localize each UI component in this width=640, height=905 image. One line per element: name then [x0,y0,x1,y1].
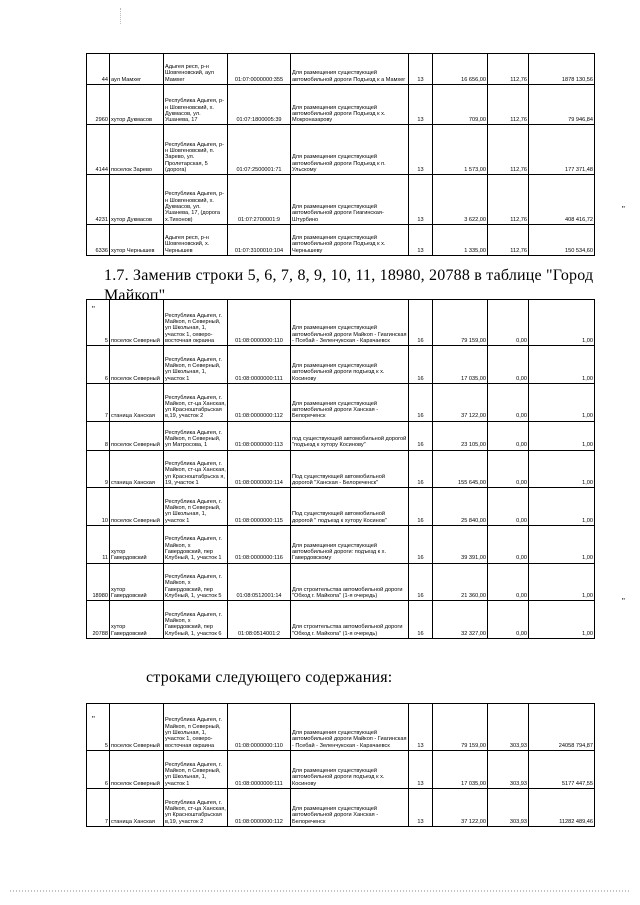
cell-settlement: аул Мамхег [110,54,164,85]
cell-rate: 0,00 [488,450,529,488]
cell-rate: 112,76 [488,125,529,175]
cell-settlement: поселок Северный [110,300,164,346]
table-row [87,85,595,125]
cell-area: 25 840,00 [433,488,488,526]
cell-value: 5177 447,55 [529,750,595,788]
table-row [87,750,595,788]
cell-settlement: хутор Гавердовский [110,601,164,639]
cell-value: 1,00 [529,450,595,488]
table-row [87,125,595,175]
cell-value: 11282 489,46 [529,788,595,826]
cell-cadastral-number: 01:08:0000000:114 [228,450,291,488]
cell-cadastral-number: 01:07:2500001:71 [228,125,291,175]
table-row [87,563,595,601]
table-row [87,384,595,422]
cell-area: 32 327,00 [433,601,488,639]
cell-value: 1,00 [529,525,595,563]
cell-value: 1,00 [529,421,595,450]
table-row [87,421,595,450]
replacement-heading: строками следующего содержания: [146,669,393,686]
cell-purpose: Для размещения существующей автомобильной дороги Подъезд к х. Чернышеву [291,224,409,255]
cell-rate: 0,00 [488,384,529,422]
cell-code: 13 [409,750,433,788]
cell-cadastral-number: 01:08:0000000:111 [228,750,291,788]
cell-index: 7 [87,384,110,422]
cell-cadastral-number: 01:08:0000000:111 [228,346,291,384]
cell-settlement: хутор Гавердовский [110,525,164,563]
cell-value: 1878 130,56 [529,54,595,85]
cell-area: 37 122,00 [433,384,488,422]
cell-value: 79 946,84 [529,85,595,125]
cell-value: 408 416,72 [529,175,595,225]
cell-area: 17 035,00 [433,750,488,788]
cell-cadastral-number: 01:07:1800005:39 [228,85,291,125]
cell-rate: 112,76 [488,54,529,85]
cell-settlement: поселок Северный [110,346,164,384]
cell-code: 16 [409,563,433,601]
cell-address: Республика Адыгея, р-н Шовгеновский, х. Дукмасов, ул. Ушанева, 17, (дорога х.Тихонов) [164,175,228,225]
cell-index: 18980 [87,563,110,601]
cell-settlement: станица Ханская [110,788,164,826]
cell-index: 6 [87,346,110,384]
cell-purpose: Для размещения существующей автомобильной дороги Майкоп - Гиагинская - Псебай - Зеленчукская - Карачаевск [291,300,409,346]
cell-rate: 0,00 [488,601,529,639]
table-row [87,346,595,384]
cell-cadastral-number: 01:08:0000000:112 [228,788,291,826]
cell-value: 24058 794,87 [529,704,595,751]
cell-rate: 0,00 [488,525,529,563]
cell-rate: 303,93 [488,704,529,751]
cell-purpose: Для строительства автомобильной дороги "Обход г. Майкопа" (1-я очередь) [291,601,409,639]
cell-cadastral-number: 01:07:0000000:355 [228,54,291,85]
cell-index: 6 [87,750,110,788]
cell-code: 16 [409,601,433,639]
quote-mark: " [622,205,625,214]
cell-address: Республика Адыгея, г. Майкоп, п Северный, ул Школьная, 1, участок 1 [164,346,228,384]
cell-code: 13 [409,85,433,125]
cell-address: Республика Адыгея, г. Майкоп, х Гавердовский, пер Клубный, 1, участок 5 [164,563,228,601]
cell-rate: 0,00 [488,488,529,526]
cell-area: 709,00 [433,85,488,125]
cell-value: 1,00 [529,384,595,422]
cell-rate: 112,76 [488,85,529,125]
cell-purpose: Для размещения существующей автомобильной дороги Гиагинская-Штурбино [291,175,409,225]
cell-address: Республика Адыгея, г. Майкоп, п Северный, ул Школьная, 1, участок 1, северо-восточная окраина [164,300,228,346]
cell-area: 17 035,00 [433,346,488,384]
table-row [87,175,595,225]
cell-code: 16 [409,488,433,526]
cell-area: 21 360,00 [433,563,488,601]
cell-rate: 0,00 [488,563,529,601]
cell-purpose: Для размещения существующей автомобильной дороги подъезд к х. Косинову [291,750,409,788]
cell-purpose: Для размещения существующей автомобильной дороги Ханская - Белореченск [291,788,409,826]
cell-settlement: поселок Зарево [110,125,164,175]
cell-cadastral-number: 01:08:0000000:110 [228,300,291,346]
cell-settlement: поселок Северный [110,488,164,526]
cell-index: 7 [87,788,110,826]
cell-settlement: поселок Северный [110,421,164,450]
cell-value: 1,00 [529,300,595,346]
old-rows-table [86,299,595,639]
table-row [87,601,595,639]
cell-area: 1 335,00 [433,224,488,255]
cell-area: 3 622,00 [433,175,488,225]
cell-settlement: хутор Чернышев [110,224,164,255]
cell-address: Адыгея респ, р-н Шовгеновский, х. Чернышев [164,224,228,255]
cell-value: 1,00 [529,563,595,601]
cell-purpose: Для размещения существующей автомобильной дороги подъезд к х. Косинову [291,346,409,384]
cell-cadastral-number: 01:08:0000000:113 [228,421,291,450]
cell-area: 79 159,00 [433,300,488,346]
table-row [87,450,595,488]
cell-address: Республика Адыгея, г. Майкоп, п Северный, ул Школьная, 1, участок 1 [164,750,228,788]
cell-cadastral-number: 01:07:2700001:9 [228,175,291,225]
cell-area: 39 391,00 [433,525,488,563]
cell-area: 16 656,00 [433,54,488,85]
table-row [87,224,595,255]
cell-rate: 303,93 [488,750,529,788]
cell-purpose: Для строительства автомобильной дороги "Обход г. Майкопа" (1-я очередь) [291,563,409,601]
cell-cadastral-number: 01:08:0514001:2 [228,601,291,639]
cell-purpose: под существующей автомобильной дорогой "подъезд к хутору Косинову" [291,421,409,450]
cell-code: 16 [409,450,433,488]
cell-area: 23 105,00 [433,421,488,450]
quote-mark: " [622,597,625,606]
cell-area: 79 159,00 [433,704,488,751]
cell-cadastral-number: 01:07:3100010:104 [228,224,291,255]
cell-area: 155 645,00 [433,450,488,488]
cell-address: Республика Адыгея, г. Майкоп, ст-ца Ханская, ул Красноштабрьская в,19, участок 2 [164,384,228,422]
cell-code: 13 [409,224,433,255]
cell-address: Республика Адыгея, г. Майкоп, ст-ца Ханская, ул Красноштабрьская в,19, участок 2 [164,788,228,826]
cell-settlement: хутор Дукмасов [110,175,164,225]
cell-purpose: Для размещения существующей автомобильной дороги Подъезд к х. Мокроназарову [291,85,409,125]
cell-purpose: Для размещения существующей автомобильной дороги Подъезд к п. Ульскому [291,125,409,175]
cell-cadastral-number: 01:08:0000000:110 [228,704,291,751]
cell-address: Республика Адыгея, г. Майкоп, п Северный, ул Матросова, 1 [164,421,228,450]
cell-cadastral-number: 01:08:0000000:115 [228,488,291,526]
cell-address: Республика Адыгея, г. Майкоп, ст-ца Ханская, ул Красноштабрьска я, 19, участок 1 [164,450,228,488]
amendment-paragraph: 1.7. Заменив строки 5, 6, 7, 8, 9, 10, 11, 18980, 20788 в таблице "Город Майкоп" [104,267,594,304]
cell-address: Республика Адыгея, р-н Шовгеновский, х. Дукмасов, ул. Ушанева, 17 [164,85,228,125]
cell-index: 11 [87,525,110,563]
cell-code: 16 [409,421,433,450]
cell-purpose: Для размещения существующей автомобильной дороги: подъезд к х. Гавердовскому [291,525,409,563]
cell-code: 13 [409,788,433,826]
cell-cadastral-number: 01:08:0000000:116 [228,525,291,563]
new-rows-table [86,703,595,827]
cell-purpose: Для размещения существующей автомобильной дороги Майкоп - Гиагинская - Псебай - Зеленчукская - Карачаевск [291,704,409,751]
cell-index: 10 [87,488,110,526]
table-row [87,704,595,751]
table-row [87,300,595,346]
quote-mark: " [92,715,95,724]
cell-settlement: поселок Северный [110,704,164,751]
table-row [87,54,595,85]
cell-rate: 0,00 [488,346,529,384]
cell-area: 37 122,00 [433,788,488,826]
cell-code: 16 [409,300,433,346]
continued-table [86,53,595,256]
cell-code: 13 [409,175,433,225]
cell-index: 20788 [87,601,110,639]
cell-purpose: Под существующей автомобильной дорогой "Ханская - Белореченск" [291,450,409,488]
cell-code: 13 [409,54,433,85]
cell-settlement: хутор Дукмасов [110,85,164,125]
cell-settlement: хутор Гавердовский [110,563,164,601]
cell-value: 177 371,48 [529,125,595,175]
cell-address: Республика Адыгея, г. Майкоп, х Гавердовский, пер Клубный, 1, участок 1 [164,525,228,563]
table-row [87,525,595,563]
cell-value: 150 534,60 [529,224,595,255]
cell-index: 6336 [87,224,110,255]
cell-cadastral-number: 01:08:0000000:112 [228,384,291,422]
cell-code: 16 [409,346,433,384]
cell-address: Республика Адыгея, г. Майкоп, п Северный, ул Школьная, 1, участок 1, северо-восточная окраина [164,704,228,751]
cell-settlement: станица Ханская [110,450,164,488]
cell-rate: 112,76 [488,175,529,225]
cell-code: 16 [409,384,433,422]
cell-purpose: Под существующей автомобильной дорогой " подъезд к хутору Косинов" [291,488,409,526]
cell-settlement: поселок Северный [110,750,164,788]
cell-rate: 303,93 [488,788,529,826]
cell-rate: 0,00 [488,300,529,346]
cell-index: 8 [87,421,110,450]
cell-index: 44 [87,54,110,85]
cell-address: Республика Адыгея, г. Майкоп, п Северный, ул Школьная, 1, участок 1 [164,488,228,526]
cell-code: 13 [409,125,433,175]
table-row [87,788,595,826]
cell-index: 9 [87,450,110,488]
cell-code: 13 [409,704,433,751]
cell-purpose: Для размещения существующей автомобильной дороги Подъезд к а Мамхег [291,54,409,85]
scan-artifact [120,8,122,24]
cell-index: 4231 [87,175,110,225]
cell-settlement: станица Ханская [110,384,164,422]
quote-mark: " [92,305,95,314]
cell-code: 16 [409,525,433,563]
cell-address: Адыгея респ, р-н Шовгеновский, аул Мамхег [164,54,228,85]
cell-rate: 112,76 [488,224,529,255]
cell-address: Республика Адыгея, р-н Шовгеновский, п. Зарево, ул. Пролетарская, 5 (дорога) [164,125,228,175]
cell-cadastral-number: 01:08:0512001:14 [228,563,291,601]
cell-value: 1,00 [529,488,595,526]
cell-value: 1,00 [529,601,595,639]
cell-area: 1 573,00 [433,125,488,175]
scan-border [10,888,630,894]
cell-index: 5 [87,704,110,751]
cell-index: 4144 [87,125,110,175]
table-row [87,488,595,526]
cell-address: Республика Адыгея, г. Майкоп, х Гавердовский, пер Клубный, 1, участок 6 [164,601,228,639]
cell-index: 2960 [87,85,110,125]
cell-index: 5 [87,300,110,346]
cell-rate: 0,00 [488,421,529,450]
cell-value: 1,00 [529,346,595,384]
cell-purpose: Для размещения существующей автомобильной дороги Ханская - Белореченск [291,384,409,422]
